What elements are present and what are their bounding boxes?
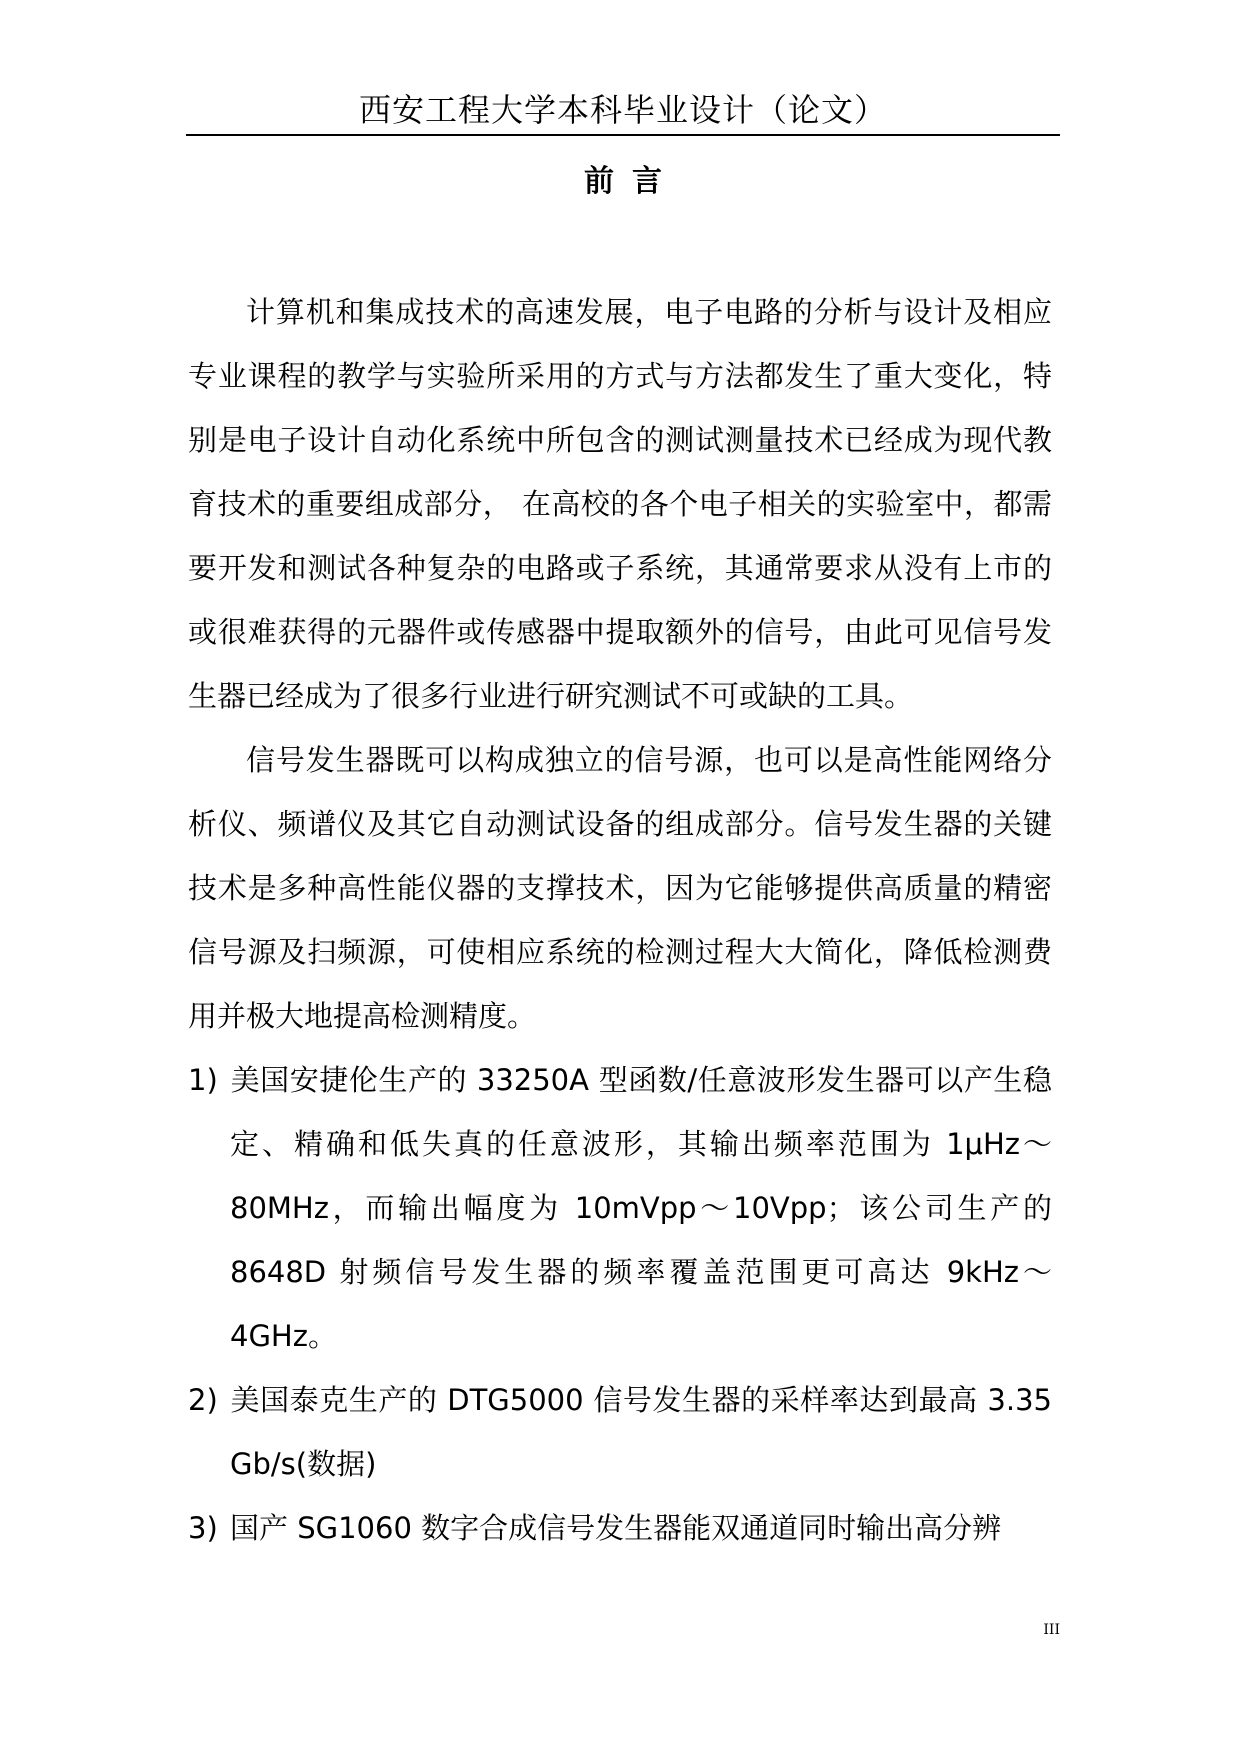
- list-item-text: 美国安捷伦生产的 33250A 型函数/任意波形发生器可以产生稳定、精确和低失真的任意波形，其输出频率范围为 1μHz～80MHz，而输出幅度为 10mVpp～10Vpp；该公司生产的 8648D 射频信号发生器的频率覆盖范围更可高达 9kHz～4GHz。: [230, 1063, 1052, 1353]
- list-marker: 3): [188, 1511, 218, 1545]
- paragraph: 计算机和集成技术的高速发展，电子电路的分析与设计及相应专业课程的教学与实验所采用的方式与方法都发生了重大变化，特别是电子设计自动化系统中所包含的测试测量技术已经成为现代教育技术的重要组成部分， 在高校的各个电子相关的实验室中，都需要开发和测试各种复杂的电路或子系统，其通常要求从没有上市的或很难获得的元器件或传感器中提取额外的信号，由此可见信号发生器已经成为了很多行业进行研究测试不可或缺的工具。: [188, 295, 1052, 713]
- document-body: [188, 280, 1052, 1560]
- page-number: III: [1043, 1622, 1060, 1638]
- list-item: [188, 1048, 1052, 1368]
- list-marker: 1): [188, 1063, 218, 1097]
- list-marker: 2): [188, 1383, 218, 1417]
- product-list: [188, 1048, 1052, 1560]
- list-item-text: 国产 SG1060 数字合成信号发生器能双通道同时输出高分辨: [230, 1511, 1002, 1545]
- section-title: 前言: [584, 164, 680, 199]
- running-header: 西安工程大学本科毕业设计（论文）: [358, 91, 887, 129]
- list-item: [188, 1368, 1052, 1496]
- list-item-text: 美国泰克生产的 DTG5000 信号发生器的采样率达到最高 3.35 Gb/s(数据): [230, 1383, 1052, 1481]
- paragraph: 信号发生器既可以构成独立的信号源，也可以是高性能网络分析仪、频谱仪及其它自动测试设备的组成部分。信号发生器的关键技术是多种高性能仪器的支撑技术，因为它能够提供高质量的精密信号源及扫频源，可使相应系统的检测过程大大简化，降低检测费用并极大地提高检测精度。: [188, 743, 1052, 1033]
- list-item: [188, 1496, 1052, 1560]
- header-rule: [186, 134, 1060, 136]
